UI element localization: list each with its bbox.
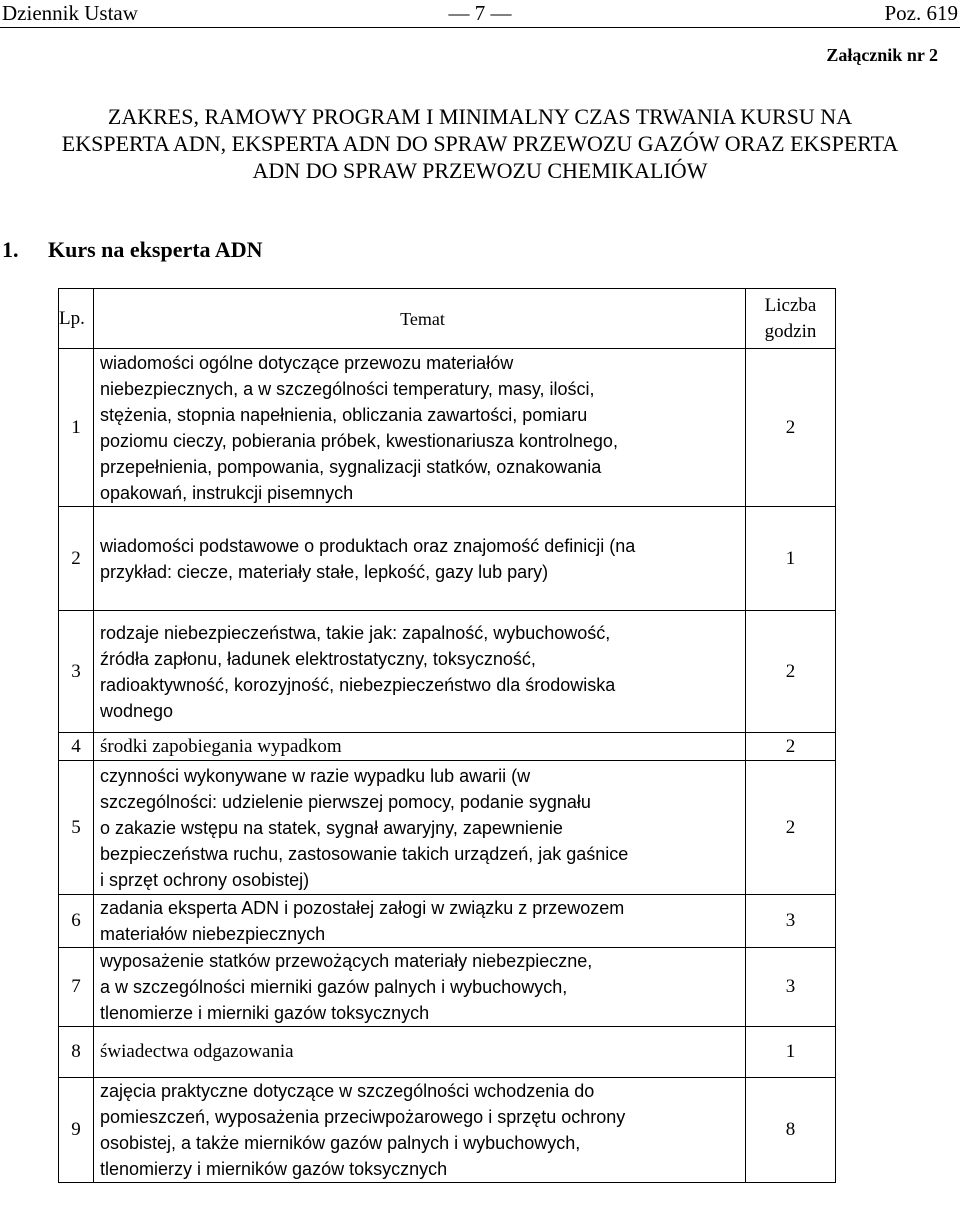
table-row [59, 948, 836, 1027]
hours-header-line: godzin [764, 320, 817, 342]
title-line: EKSPERTA ADN, EKSPERTA ADN DO SPRAW PRZEWOZU GAZÓW ORAZ EKSPERTA [61, 131, 899, 156]
topic-line: o zakazie wstępu na statek, sygnał awaryjny, zapewnienie [100, 817, 563, 838]
page-number: — 7 — [448, 1, 512, 25]
page-header [0, 0, 960, 26]
hours-cell: 2 [746, 349, 836, 507]
topic-line: środki zapobiegania wypadkom [100, 735, 342, 757]
topic-line: a w szczególności mierniki gazów palnych i wybuchowych, [100, 977, 568, 997]
topic-line: wodnego [100, 700, 174, 721]
topic-line: zajęcia praktyczne dotyczące w szczególności wchodzenia do [100, 1081, 595, 1101]
topic-header: Temat [94, 289, 746, 349]
journal-name: Dziennik Ustaw [2, 1, 138, 25]
topic-cell [94, 1078, 746, 1183]
topic-cell [94, 733, 746, 761]
topic-line: materiałów niebezpiecznych [100, 924, 326, 944]
hours-cell: 3 [746, 948, 836, 1027]
table-header-row [59, 289, 836, 349]
table-row [59, 1078, 836, 1183]
topic-line: źródła zapłonu, ładunek elektrostatyczny, toksyczność, [100, 648, 536, 669]
topic-line: opakowań, instrukcji pisemnych [100, 482, 354, 503]
table-row [59, 895, 836, 948]
title-line: ADN DO SPRAW PRZEWOZU CHEMIKALIÓW [252, 158, 708, 183]
topic-line: bezpieczeństwa ruchu, zastosowanie takich urządzeń, jak gaśnice [100, 843, 629, 864]
table-row [59, 761, 836, 895]
topic-line: przepełnienia, pompowania, sygnalizacji statków, oznakowania [100, 456, 602, 477]
hours-cell: 8 [746, 1078, 836, 1183]
topic-line: wyposażenie statków przewożących materiały niebezpieczne, [100, 951, 593, 971]
topic-cell [94, 1027, 746, 1078]
topic-line: radioaktywność, korozyjność, niebezpieczeństwo dla środowiska [100, 674, 616, 695]
row-number: 4 [59, 733, 94, 761]
topic-line: wiadomości podstawowe o produktach oraz znajomość definicji (na [100, 535, 636, 556]
annex-label: Załącznik nr 2 [826, 45, 938, 65]
title-line: ZAKRES, RAMOWY PROGRAM I MINIMALNY CZAS TRWANIA KURSU NA [107, 104, 853, 129]
topic-cell [94, 761, 746, 895]
row-number: 5 [59, 761, 94, 895]
topic-line: poziomu cieczy, pobierania próbek, kwestionariusza kontrolnego, [100, 430, 618, 451]
hours-cell: 2 [746, 761, 836, 895]
topic-line: czynności wykonywane w razie wypadku lub awarii (w [100, 765, 531, 786]
section-title: Kurs na eksperta ADN [48, 237, 263, 262]
row-number: 2 [59, 507, 94, 611]
topic-line: szczególności: udzielenie pierwszej pomocy, podanie sygnału [100, 791, 591, 812]
hours-header [746, 289, 836, 349]
hours-cell: 1 [746, 1027, 836, 1078]
position-number: Poz. 619 [884, 1, 958, 25]
course-program-table [58, 288, 836, 1183]
document-title [50, 103, 910, 184]
topic-cell [94, 948, 746, 1027]
row-number: 9 [59, 1078, 94, 1183]
lp-header: Lp. [59, 289, 94, 349]
hours-cell: 1 [746, 507, 836, 611]
table-row [59, 733, 836, 761]
hours-header-line: Liczba [764, 294, 817, 316]
row-number: 3 [59, 611, 94, 733]
topic-line: przykład: ciecze, materiały stałe, lepkość, gazy lub pary) [100, 561, 549, 582]
row-number: 7 [59, 948, 94, 1027]
row-number: 6 [59, 895, 94, 948]
topic-line: zadania eksperta ADN i pozostałej załogi w związku z przewozem [100, 898, 625, 918]
row-number: 8 [59, 1027, 94, 1078]
topic-line: i sprzęt ochrony osobistej) [100, 869, 310, 890]
topic-line: stężenia, stopnia napełnienia, obliczania zawartości, pomiaru [100, 404, 588, 425]
topic-cell [94, 349, 746, 507]
topic-line: tlenomierzy i mierników gazów toksycznych [100, 1159, 448, 1179]
topic-cell [94, 507, 746, 611]
topic-line: tlenomierze i mierniki gazów toksycznych [100, 1003, 430, 1023]
topic-line: wiadomości ogólne dotyczące przewozu materiałów [100, 352, 514, 373]
section-number: 1. [2, 237, 19, 262]
table-row [59, 349, 836, 507]
hours-cell: 2 [746, 733, 836, 761]
topic-line: osobistej, a także mierników gazów palnych i wybuchowych, [100, 1133, 581, 1153]
topic-cell [94, 611, 746, 733]
topic-line: pomieszczeń, wyposażenia przeciwpożarowego i sprzętu ochrony [100, 1107, 626, 1127]
section-heading [2, 237, 263, 263]
table-row [59, 1027, 836, 1078]
header-divider [0, 27, 960, 28]
hours-cell: 2 [746, 611, 836, 733]
topic-line: świadectwa odgazowania [100, 1041, 294, 1062]
row-number: 1 [59, 349, 94, 507]
table-row [59, 611, 836, 733]
table-row [59, 507, 836, 611]
topic-cell [94, 895, 746, 948]
topic-line: rodzaje niebezpieczeństwa, takie jak: zapalność, wybuchowość, [100, 622, 611, 643]
topic-line: niebezpiecznych, a w szczególności temperatury, masy, ilości, [100, 378, 595, 399]
hours-cell: 3 [746, 895, 836, 948]
